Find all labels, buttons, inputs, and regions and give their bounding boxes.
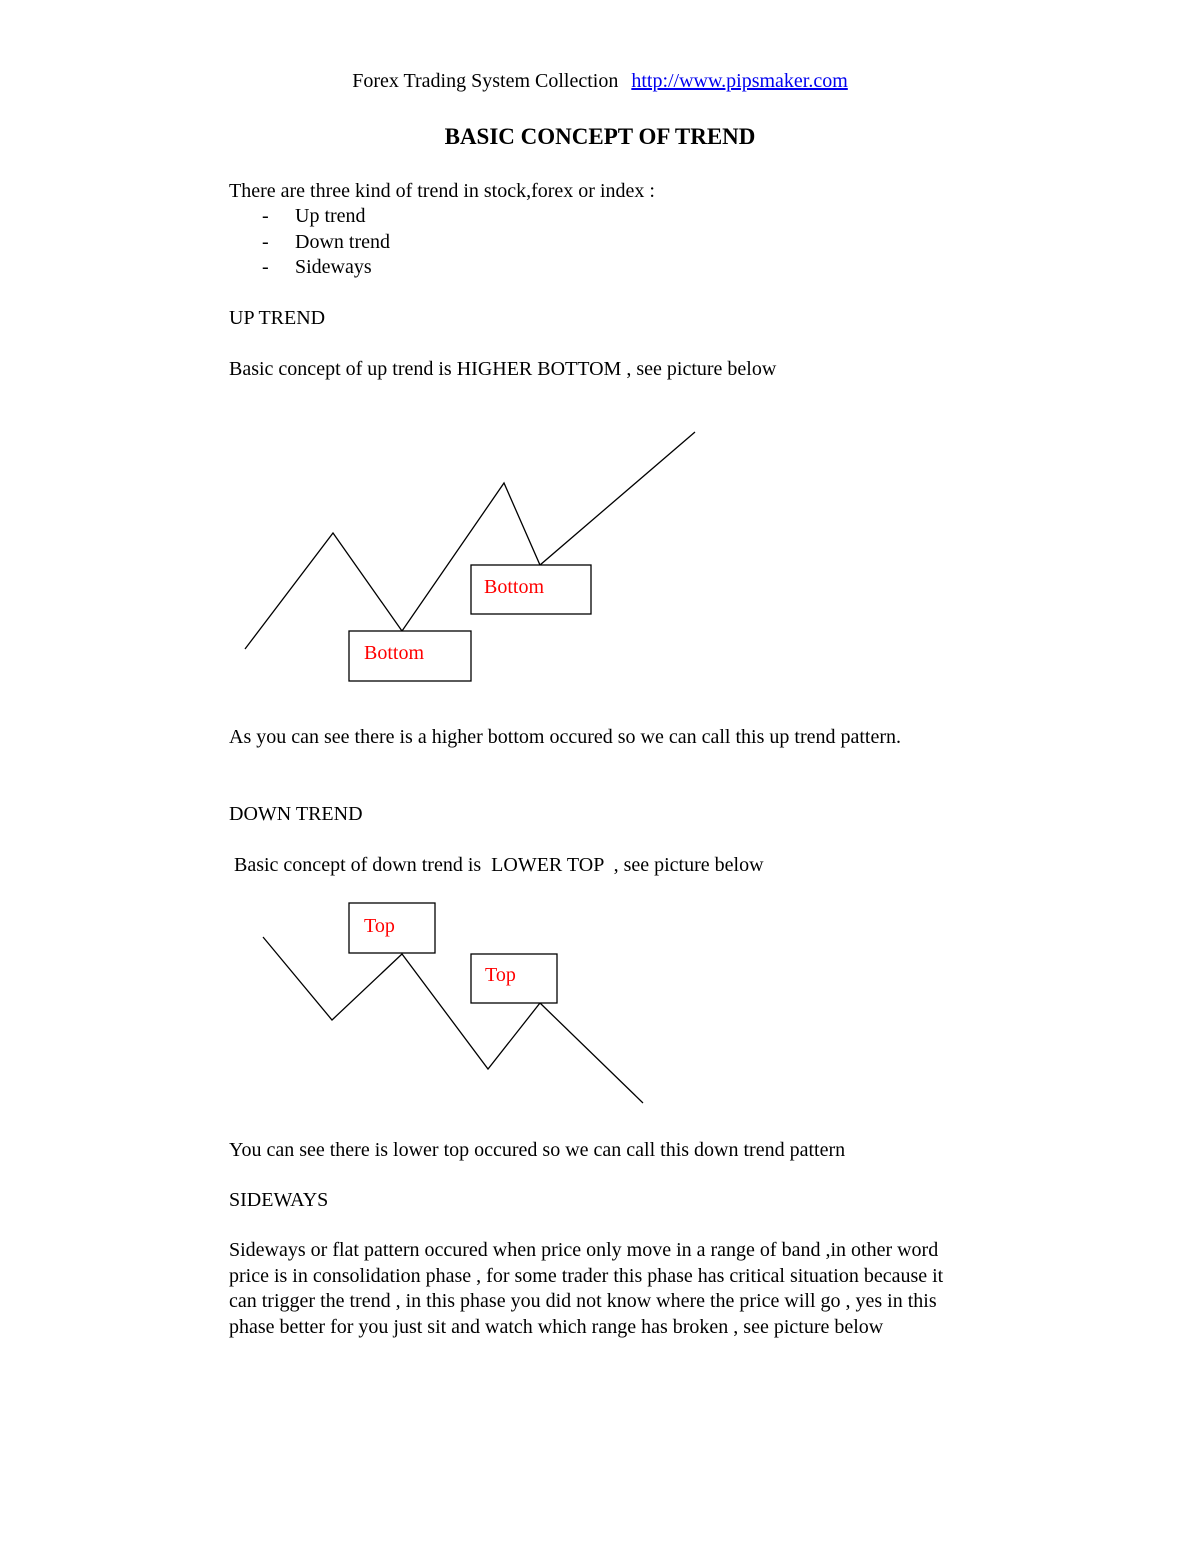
up-trend-concept: Basic concept of up trend is HIGHER BOTTOM , see picture below (229, 358, 777, 380)
top-label: Top (485, 964, 516, 986)
up-trend-heading: UP TREND (229, 307, 326, 329)
list-dash: - (262, 205, 269, 227)
top-label: Top (364, 915, 395, 937)
list-item-label: Down trend (295, 231, 390, 253)
down-trend-heading: DOWN TREND (229, 803, 363, 825)
header-text: Forex Trading System Collection (352, 70, 619, 92)
list-item-label: Up trend (295, 205, 366, 227)
bottom-label: Bottom (364, 642, 425, 664)
page-title: BASIC CONCEPT OF TREND (444, 124, 756, 149)
down-trend-concept: Basic concept of down trend is LOWER TOP , see picture below (229, 854, 764, 876)
intro-text: There are three kind of trend in stock,forex or index : (229, 180, 655, 202)
list-dash: - (262, 256, 269, 278)
sideways-heading: SIDEWAYS (229, 1189, 329, 1211)
bottom-label: Bottom (484, 576, 545, 598)
list-dash: - (262, 231, 269, 253)
header-link[interactable]: http://www.pipsmaker.com (631, 70, 848, 92)
sideways-body: Sideways or flat pattern occured when price only move in a range of band ,in other word price is in consolidation phase , for some trader this phase has critical situation because it can trigger the trend , in this phase you did not know where the price will go , yes in this phase better for you just sit and watch which range has broken , see picture below (229, 1239, 944, 1338)
up-trend-conclusion: As you can see there is a higher bottom occured so we can call this up trend pattern. (229, 726, 902, 748)
list-item-label: Sideways (295, 256, 372, 278)
down-trend-line (263, 937, 643, 1103)
down-trend-conclusion: You can see there is lower top occured so we can call this down trend pattern (229, 1139, 846, 1161)
